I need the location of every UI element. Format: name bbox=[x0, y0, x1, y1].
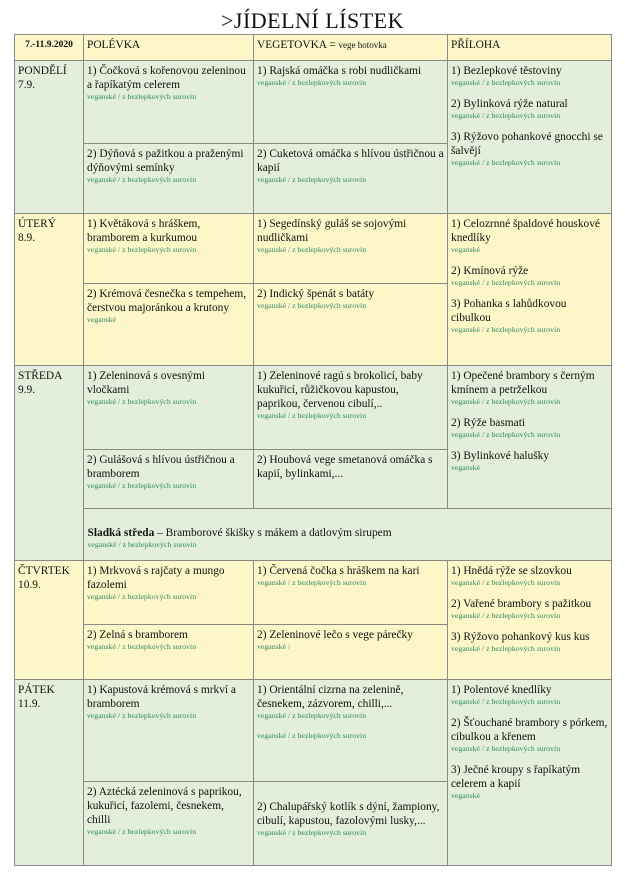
sweet-wednesday: Sladká středa – Bramborové škišky s mákem a datlovým sirupem veganské / z bezlepkových surovin bbox=[87, 526, 392, 549]
soup-header: POLÉVKA bbox=[84, 35, 254, 61]
day-label: PONDĚLÍ 7.9. bbox=[15, 61, 84, 214]
veg-header: VEGETOVKA = vege hotovka bbox=[254, 35, 448, 61]
side-cell: 1) Polentové knedlíky veganské / z bezlepkových surovin 2) Šťouchané brambory s pórkem, cibulkou a křenem veganské / z bezlepkových surovin 3) Ječné kroupy s řapíkatým celerem a kapií veganské bbox=[448, 680, 612, 866]
sweet-text: – Bramborové škišky s mákem a datlovým sirupem bbox=[154, 526, 392, 539]
soup-cell: 2) Zelná s bramborem veganské / z bezlepkových surovin bbox=[84, 625, 254, 680]
veg-note: vege hotovka bbox=[338, 40, 387, 50]
page-title: >JÍDELNÍ LÍSTEK bbox=[220, 8, 405, 33]
side-cell: 1) Opečené brambory s černým kmínem a petrželkou veganské / z bezlepkových surovin 2) Rýže basmati veganské / z bezlepkových surovin 3) Bylinkové halušky veganské bbox=[448, 366, 612, 509]
day-label: ÚTERÝ 8.9. bbox=[15, 214, 84, 366]
main-cell: 1) Zeleninové ragú s brokolicí, baby kukuřicí, růžičkovou kapustou, paprikou, červenou cibulí,.. veganské / z bezlepkových surovin bbox=[254, 366, 448, 450]
day-row-wednesday bbox=[15, 366, 612, 450]
date-range: 7.-11.9.2020 bbox=[15, 35, 84, 61]
main-cell: 2) Chalupářský kotlík s dýní, žampiony, cibulí, kapustou, fazolovými lusky,... veganské / z bezlepkových surovin bbox=[254, 782, 448, 866]
day-label: ČTVRTEK 10.9. bbox=[15, 561, 84, 680]
soup-cell: 1) Květáková s hráškem, bramborem a kurkumou veganské / z bezlepkových surovin bbox=[84, 214, 254, 284]
day-label: STŘEDA 9.9. bbox=[15, 366, 84, 561]
soup-cell: 2) Dýňová s pažitkou a praženými dýňovými semínky veganské / z bezlepkových surovin bbox=[84, 144, 254, 214]
main-cell: 1) Červená čočka s hráškem na kari veganské / z bezlepkových surovin bbox=[254, 561, 448, 625]
side-cell: 1) Bezlepkové těstoviny veganské / z bezlepkových surovin 2) Bylinková rýže natural veganské / z bezlepkových surovin 3) Rýžovo pohankové gnocchi se šalvějí veganské / z bezlepkových surovin bbox=[448, 61, 612, 214]
side-cell: 1) Hnědá rýže se slzovkou veganské / z bezlepkových surovin 2) Vařené brambory s pažitkou veganské / z bezlepkových surovin 3) Rýžovo pohankový kus kus veganské / z bezlepkových surovin bbox=[448, 561, 612, 680]
soup-cell: 1) Zeleninová s ovesnými vločkami veganské / z bezlepkových surovin bbox=[84, 366, 254, 450]
soup-cell: 2) Aztécká zeleninová s paprikou, kukuřicí, fazolemi, česnekem, chilli veganské / z bezlepkových surovin bbox=[84, 782, 254, 866]
main-cell: 2) Houbová vege smetanová omáčka s kapií, bylinkami,... bbox=[254, 450, 448, 509]
main-cell: 2) Indický špenát s batáty veganské / z bezlepkových surovin bbox=[254, 284, 448, 366]
menu-table bbox=[14, 34, 612, 866]
soup-cell: 1) Kapustová krémová s mrkví a bramborem veganské / z bezlepkových surovin bbox=[84, 680, 254, 782]
side-cell: 1) Celozrnné špaldové houskové knedlíky veganské 2) Kmínová rýže veganské / z bezlepkových surovin 3) Pohanka s lahůdkovou cibulkou veganské / z bezlepkových surovin bbox=[448, 214, 612, 366]
soup-cell: 1) Mrkvová s rajčaty a mungo fazolemi veganské / z bezlepkových surovin bbox=[84, 561, 254, 625]
header-row bbox=[15, 35, 612, 61]
soup-cell: 2) Krémová česnečka s tempehem, čerstvou majoránkou a krutony veganské bbox=[84, 284, 254, 366]
day-label: PÁTEK 11.9. bbox=[15, 680, 84, 866]
day-row-friday bbox=[15, 680, 612, 782]
side-header: PŘÍLOHA bbox=[448, 35, 612, 61]
day-row-thursday bbox=[15, 561, 612, 625]
main-cell: 1) Segedínský guláš se sojovými nudličkami veganské / z bezlepkových surovin bbox=[254, 214, 448, 284]
soup-cell: 2) Gulášová s hlívou ústřičnou a bramborem veganské / z bezlepkových surovin bbox=[84, 450, 254, 509]
main-cell: 2) Zeleninové lečo s vege párečky veganské / bbox=[254, 625, 448, 680]
soup-cell: 1) Čočková s kořenovou zeleninou a řapíkatým celerem veganské / z bezlepkových surovin bbox=[84, 61, 254, 144]
sweet-label: Sladká středa bbox=[87, 526, 155, 539]
day-row-tuesday bbox=[15, 214, 612, 284]
main-cell: 1) Rajská omáčka s robi nudličkami veganské / z bezlepkových surovin bbox=[254, 61, 448, 144]
main-cell: 2) Cuketová omáčka s hlívou ústřičnou a kapií veganské / z bezlepkových surovin bbox=[254, 144, 448, 214]
day-row-monday bbox=[15, 61, 612, 144]
main-cell: 1) Orientální cizrna na zelenině, česnekem, zázvorem, chilli,... veganské / z bezlepkových surovin veganské / z bezlepkových surovin bbox=[254, 680, 448, 782]
